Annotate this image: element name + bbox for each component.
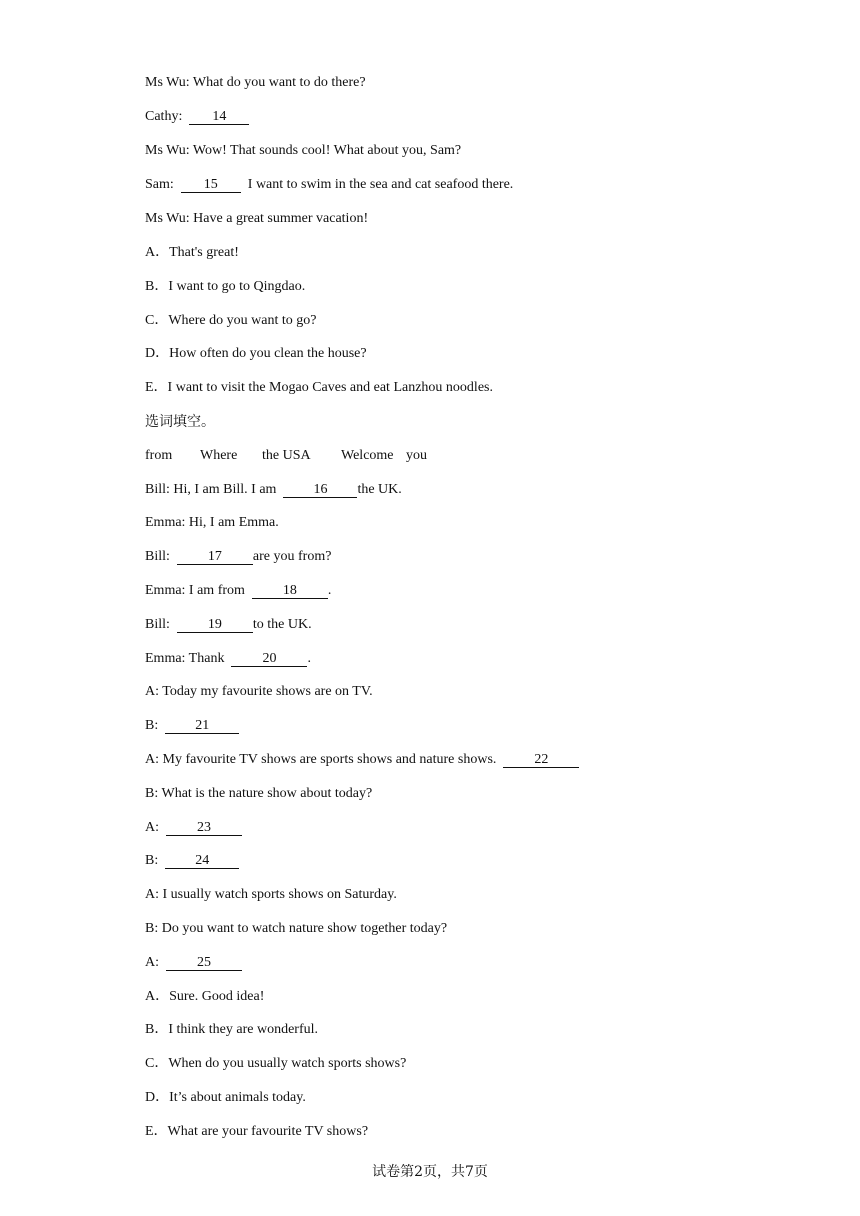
section-heading: 选词填空。 <box>145 414 215 430</box>
dialog-line: A: My favourite TV shows are sports shows and nature shows. 22 <box>145 751 579 769</box>
dialog-line: A: Today my favourite shows are on TV. <box>145 684 373 699</box>
option-a: A．That's great! <box>145 245 239 260</box>
dialog-line: Ms Wu: Have a great summer vacation! <box>145 211 369 226</box>
dialog-line: Bill: 17 are you from? <box>145 549 332 564</box>
answer-blank-16[interactable]: 16 <box>283 482 357 498</box>
option-b: B．I want to go to Qingdao. <box>145 279 306 294</box>
word-bank-item: Welcome <box>341 448 394 463</box>
option-e: E．What are your favourite TV shows? <box>145 1124 369 1139</box>
dialog-line: Emma: Thank 20 . <box>145 651 311 666</box>
dialog-line: B: What is the nature show about today? <box>145 786 373 801</box>
word-bank-item: you <box>406 448 427 463</box>
answer-blank-20[interactable]: 20 <box>231 651 307 667</box>
dialog-line: A: 23 <box>145 819 242 837</box>
word-bank-item: Where <box>200 448 238 463</box>
answer-blank-24[interactable]: 24 <box>165 853 239 869</box>
answer-blank-14[interactable]: 14 <box>189 109 249 125</box>
word-bank <box>145 447 427 465</box>
option-c: C．Where do you want to go? <box>145 313 317 328</box>
option-d: D．How often do you clean the house? <box>145 346 367 361</box>
word-bank-item: from <box>145 448 173 463</box>
dialog-line: Ms Wu: What do you want to do there? <box>145 75 366 90</box>
answer-blank-19[interactable]: 19 <box>177 617 253 633</box>
dialog-line: Sam: 15 I want to swim in the sea and cat seafood there. <box>145 177 514 192</box>
answer-blank-25[interactable]: 25 <box>166 955 242 971</box>
dialog-line: Bill: 19 to the UK. <box>145 617 312 632</box>
dialog-line: Cathy: 14 <box>145 108 249 126</box>
option-b: B．I think they are wonderful. <box>145 1022 319 1037</box>
dialog-line: A: I usually watch sports shows on Saturday. <box>145 887 397 902</box>
answer-blank-21[interactable]: 21 <box>165 718 239 734</box>
option-a: A．Sure. Good idea! <box>145 989 265 1004</box>
dialog-line: Emma: I am from 18 . <box>145 583 332 598</box>
page-footer: 试卷第2页，共7页 <box>372 1164 488 1180</box>
dialog-line: B: 21 <box>145 717 239 735</box>
option-d: D．It’s about animals today. <box>145 1090 306 1105</box>
dialog-line: B: 24 <box>145 852 239 870</box>
option-e: E．I want to visit the Mogao Caves and eat Lanzhou noodles. <box>145 380 493 395</box>
word-bank-item: the USA <box>262 448 311 463</box>
dialog-line: A: 25 <box>145 954 242 972</box>
dialog-line: B: Do you want to watch nature show together today? <box>145 921 448 936</box>
dialog-line: Ms Wu: Wow! That sounds cool! What about you, Sam? <box>145 143 462 158</box>
dialog-line: Emma: Hi, I am Emma. <box>145 515 279 530</box>
option-c: C．When do you usually watch sports shows? <box>145 1056 407 1071</box>
answer-blank-23[interactable]: 23 <box>166 820 242 836</box>
answer-blank-15[interactable]: 15 <box>181 177 241 193</box>
answer-blank-17[interactable]: 17 <box>177 549 253 565</box>
answer-blank-18[interactable]: 18 <box>252 583 328 599</box>
dialog-line: Bill: Hi, I am Bill. I am 16 the UK. <box>145 482 402 497</box>
answer-blank-22[interactable]: 22 <box>503 752 579 768</box>
